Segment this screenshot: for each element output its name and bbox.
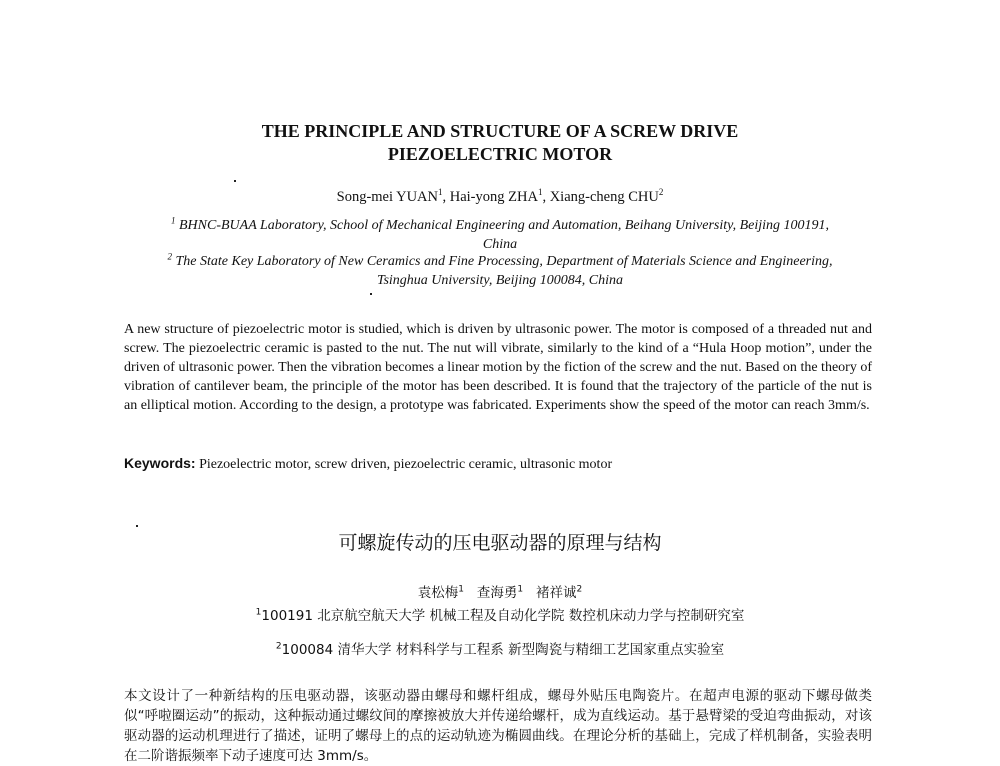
scan-speck [370,293,372,295]
paper-title-line-1: THE PRINCIPLE AND STRUCTURE OF A SCREW DRIVE [261,121,739,141]
paper-title-line-2: PIEZOELECTRIC MOTOR [387,144,613,164]
affiliation-mark: 1 [170,215,176,226]
author-affiliation-mark: 1 [517,584,524,595]
author-name: 褚祥诚 [535,585,577,601]
author-affiliation-mark: 1 [438,187,443,198]
affiliation-1 [120,216,880,254]
author-name: 袁松梅 [417,585,459,601]
affiliation-text: BHNC-BUAA Laboratory, School of Mechanical Engineering and Automation, Beihang University, Beijing 100191, [175,218,830,233]
author-separator: , [442,189,450,205]
author-affiliation-mark: 2 [658,187,664,198]
chinese-author-list [0,581,1000,601]
author-affiliation-mark: 2 [576,584,583,595]
author-affiliation-mark: 1 [458,584,464,595]
affiliation-2 [120,252,880,290]
author-name: Song-mei YUAN [336,189,438,205]
affiliation-text: China [482,237,518,252]
keywords-label: Keywords: [124,455,196,471]
affiliation-text: Tsinghua University, Beijing 100084, China [376,273,624,288]
chinese-title: 可螺旋传动的压电驱动器的原理与结构 [338,532,662,554]
abstract-english: A new structure of piezoelectric motor is studied, which is driven by ultrasonic power. The motor is composed of a threaded nut and screw. The piezoelectric ceramic is pasted to the nut. The nut will vibrate, similarly to the kind of a “Hula Hoop motion”, under the driven of ultrasonic power. Then the vibration becomes a linear motion by the fiction of the screw and the nut. Based on the theory of vibration of cantilever beam, the principle of the motor has been described. It is found that the trajectory of the particle of the nut is an elliptical motion. According to the design, a prototype was fabricated. Experiments show the speed of the motor can reach 3mm/s. [124,322,872,413]
affiliation-mark: 2 [275,641,282,652]
author-name: 查海勇 [476,585,518,601]
affiliation-mark: 2 [167,251,172,262]
author-affiliation-mark: 1 [537,187,543,198]
keywords-line [124,455,872,473]
affiliation-text: 100084 清华大学 材料科学与工程系 新型陶瓷与精细工艺国家重点实验室 [281,642,725,658]
abstract-chinese: 本文设计了一种新结构的压电驱动器，该驱动器由螺母和螺杆组成，螺母外贴压电陶瓷片。在超声电源的驱动下螺母做类似“呼啦圈运动”的振动，这种振动通过螺纹间的摩擦被放大并传递给螺杆，成为直线运动。基于悬臂梁的受迫弯曲振动，对该驱动器的运动机理进行了描述，证明了螺母上的点的运动轨迹为椭圆曲线。在理论分析的基础上，完成了样机制备，实验表明在二阶谐振频率下动子速度可达 3mm/s。 [124,688,872,764]
scan-speck [136,525,138,527]
author-list [0,189,1000,206]
affiliation-text: 100191 北京航空航天大学 机械工程及自动化学院 数控机床动力学与控制研究室 [261,608,745,624]
author-separator: , [542,189,550,205]
affiliation-text: The State Key Laboratory of New Ceramics and Fine Processing, Department of Materials Science and Engineering, [172,254,833,269]
keywords-text: Piezoelectric motor, screw driven, piezoelectric ceramic, ultrasonic motor [195,457,613,472]
author-name: Hai-yong ZHA [449,189,538,205]
author-name: Xiang-cheng CHU [549,189,659,205]
chinese-affiliation-2 [0,638,1000,658]
scan-speck [234,180,236,182]
chinese-affiliation-1 [0,604,1000,624]
affiliation-mark: 1 [255,607,262,618]
